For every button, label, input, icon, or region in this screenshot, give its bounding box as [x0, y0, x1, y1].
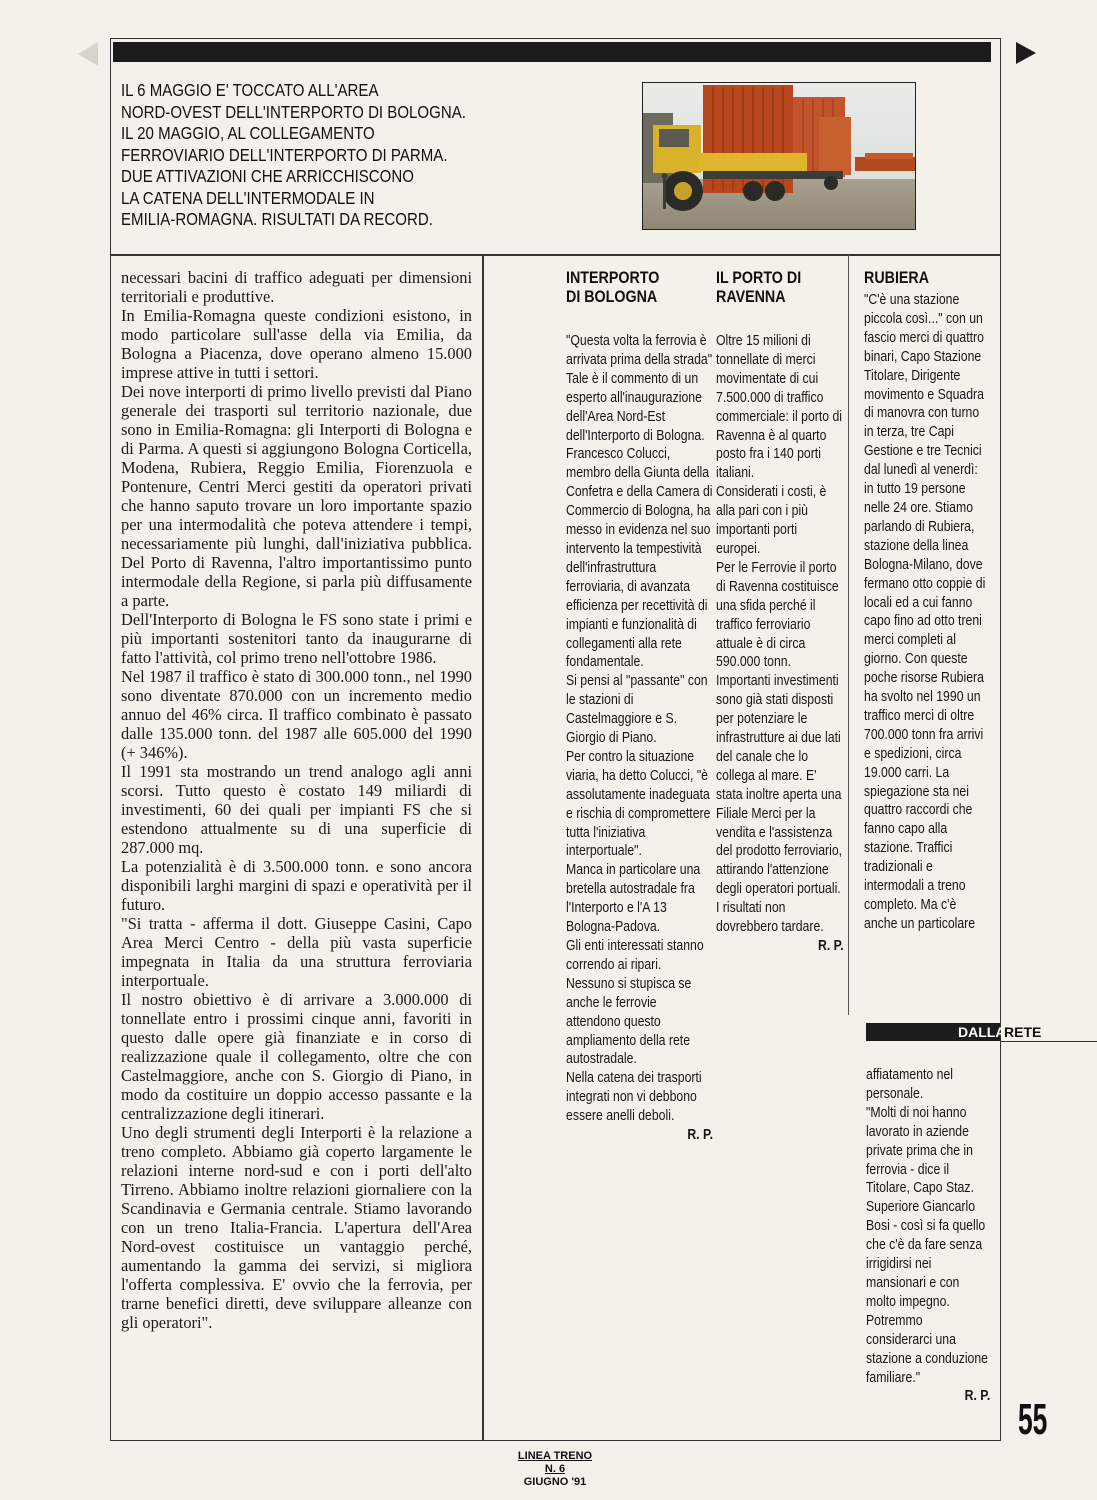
column-divider-main	[482, 255, 484, 1441]
sidebar-paragraph: Gli enti interessati stanno correndo ai ripari.	[566, 938, 704, 973]
main-paragraph: La potenzialità è di 3.500.000 tonn. e sono ancora disponibili larghi margini di spazi e operatività per il futuro.	[121, 857, 472, 914]
main-paragraph: "Si tratta - afferma il dott. Giuseppe Casini, Capo Area Merci Centro - della più vasta superficie impegnata in Italia da una struttura ferroviaria interportuale.	[121, 914, 472, 990]
author-signature: R. P.	[818, 938, 844, 954]
sidebar-title: INTERPORTO DI BOLOGNA	[566, 268, 660, 306]
sidebar-paragraph: Per le Ferrovie il porto di Ravenna costituisce una sfida perché il traffico ferroviario attuale è di circa 590.000 tonn.	[716, 559, 839, 671]
truck-photo-illustration	[643, 83, 916, 230]
main-paragraph: Dell'Interporto di Bologna le FS sono state i primi e più importanti sostenitori tanto da inaugurarne di fatto l'attività, col primo treno nell'ottobre 1986.	[121, 610, 472, 667]
main-paragraph: Uno degli strumenti degli Interporti è la relazione a treno completo. Abbiamo già coperto largamente le relazioni interne nord-sud e con i porti dell'alto Tirreno. Abbiamo inoltre relazioni giornaliere con la Scandinavia e Germania centrale. Stiamo lavorando con un treno Italia-Francia. L'apertura dell'Area Nord-ovest costituisce un vantaggio perché, aumentando la gamma dei servizi, si migliora l'offerta complessiva. E' ovvio che la ferrovia, per trarne benefici diretti, deve sviluppare alleanze con gli operatori".	[121, 1123, 472, 1332]
sidebar-paragraph: Considerati i costi, è alla pari con i più importanti porti europei.	[716, 484, 827, 557]
section-tag-dark: DALLA	[958, 1024, 1006, 1040]
photo-truck-containers	[642, 82, 916, 230]
sidebar-paragraph: Nella catena dei trasporti integrati non vi debbono essere anelli deboli.	[566, 1070, 702, 1125]
main-paragraph: In Emilia-Romagna queste condizioni esistono, in modo particolare sull'asse della via Emilia, da Bologna a Piacenza, dove operano almeno 15.000 imprese attive in tutti i settori.	[121, 306, 472, 382]
main-paragraph: Il 1991 sta mostrando un trend analogo agli anni scorsi. Tutto questo è costato 149 miliardi di investimenti, 60 dei quali per impianti FS che si estendono attualmente su di una superficie di 287.000 mq.	[121, 762, 472, 857]
sidebar-paragraph: "Questa volta la ferrovia è arrivata prima della strada" Tale è il commento di un esperto all'inaugurazione dell'Area Nord-Est dell'Interporto di Bologna.	[566, 333, 713, 444]
sidebar-paragraph: Nessuno si stupisca se anche le ferrovie attendono questo ampliamento della rete autostradale.	[566, 975, 692, 1068]
sidebar-paragraph: Per contro la situazione viaria, ha detto Colucci, "è assolutamente inadeguata e rischia di compromettere tutta l'iniziativa interportuale".	[566, 748, 711, 860]
sidebar-title: RUBIERA	[864, 268, 930, 287]
sidebar-porto-ravenna	[716, 268, 848, 956]
sidebar-paragraph: Importanti investimenti sono già stati disposti per potenziare le infrastrutture ai due lati del canale che lo collega al mare. E' stata inoltre aperta una Filiale Merci per la vendita e l'assistenza del prodotto ferroviario, attirando l'attenzione degli operatori portuali. I risultati non dovrebbero tardare.	[716, 673, 843, 936]
headline: IL 6 MAGGIO E' TOCCATO ALL'AREA NORD-OVEST DELL'INTERPORTO DI BOLOGNA. IL 20 MAGGIO, AL COLLEGAMENTO FERROVIARIO DELL'INTERPORTO DI PARMA. DUE ATTIVAZIONI CHE ARRICCHISCONO LA CATENA DELL'INTERMODALE IN EMILIA-ROMAGNA. RISULTATI DA RECORD.	[121, 80, 466, 229]
section-tag-light: RETE	[1004, 1024, 1042, 1040]
main-article-body	[121, 268, 472, 1332]
author-signature: R. P.	[964, 1388, 991, 1405]
previous-page-arrow-icon	[78, 42, 98, 66]
main-paragraph: Nel 1987 il traffico è stato di 300.000 tonn., nel 1990 sono diventate 870.000 con un incremento medio annuo del 46% circa. Il traffico combinato è passato dalle 135.000 tonn. del 1987 alle 605.000 del 1990 (+ 346%).	[121, 667, 472, 762]
sidebar-paragraph: "C'è una stazione piccola così..." con un fascio merci di quattro binari, Capo Stazione Titolare, Dirigente movimento e Squadra di manovra con turno in terza, tre Capi Gestione e tre Tecnici dal lunedì al venerdì: in tutto 19 persone nelle 24 ore. Stiamo parlando di Rubiera, stazione della linea Bologna-Milano, dove fermano otto coppie di locali ed a cui fanno capo fino ad otto treni merci completi al giorno. Con queste poche risorse Rubiera ha svolto nel 1990 un traffico merci di oltre 700.000 tonn fra arrivi e spedizioni, circa 19.000 carri. La spiegazione sta nei quattro raccordi che fanno capo alla stazione. Traffici tradizionali e intermodali a treno completo. Ma c'è anche un particolare	[864, 292, 986, 932]
footer-issue: N. 6	[544, 1463, 566, 1475]
column-divider-rubiera	[848, 255, 849, 1015]
magazine-footer	[500, 1450, 610, 1489]
author-signature: R. P.	[687, 1127, 713, 1144]
sidebar-paragraph: Si pensi al "passante" con le stazioni di Castelmaggiore e S. Giorgio di Piano.	[566, 673, 708, 747]
sidebar-paragraph: Oltre 15 milioni di tonnellate di merci movimentate di cui 7.500.000 di traffico commerciale: il porto di Ravenna è al quarto posto fra i 140 porti italiani.	[716, 333, 843, 482]
main-paragraph: necessari bacini di traffico adeguati per dimensioni territoriali e produttive.	[121, 268, 472, 306]
sidebar-rubiera-continued	[866, 1066, 996, 1406]
sidebar-paragraph: Manca in particolare una bretella autostradale fra l'Interporto e l'A 13 Bologna-Padova.	[566, 862, 701, 936]
section-tag-rule	[1000, 1041, 1097, 1042]
sidebar-paragraph: Francesco Colucci, membro della Giunta della Confetra e della Camera di Commercio di Bologna, ha messo in evidenza nel suo intervento la tempestività dell'infrastruttura ferroviaria, di avanzata efficienza per recettività di impianti e funzionalità di collegamenti alla rete fondamentale.	[566, 446, 713, 671]
main-paragraph: Il nostro obiettivo è di arrivare a 3.000.000 di tonnellate entro i prossimi cinque anni, favoriti in questo dalle opere già finanziate e in corso di realizzazione quale il collegamento, oltre che con Castelmaggiore, anche con S. Giorgio di Piano, in modo da costituire un doppio accesso passante e la centralizzazione degli itinerari.	[121, 990, 472, 1123]
footer-date: GIUGNO '91	[523, 1476, 587, 1488]
sidebar-paragraph: affiatamento nel personale. "Molti di noi hanno lavorato in aziende private prima che in ferrovia - dice il Titolare, Capo Staz. Superiore Giancarlo Bosi - così si fa quello che c'è da fare senza irrigidirsi nei mansionari e con molto impegno. Potremmo considerarci una stazione a conduzione familiare."	[866, 1067, 988, 1386]
header-divider	[110, 254, 1001, 256]
sidebar-interporto-bologna	[566, 268, 726, 1145]
sidebar-title: IL PORTO DI RAVENNA	[716, 268, 802, 306]
footer-magazine-name: LINEA TRENO	[517, 1450, 593, 1462]
main-paragraph: Dei nove interporti di primo livello previsti dal Piano generale dei trasporti sul territorio nazionale, due sono in Emilia-Romagna: gli Interporti di Bologna e di Parma. A questi si aggiungono Bologna Corticella, Modena, Rubiera, Reggio Emilia, Fiorenzuola e Pontenure, Centri Merci gestiti da operatori privati che hanno saputo trovare un loro importante spazio per una intermodalità che poteva attendere i tempi, necessariamente più lunghi, dall'iniziativa pubblica. Del Porto di Ravenna, l'altro importantissimo punto intermodale della Regione, si parla più diffusamente a parte.	[121, 382, 472, 610]
next-page-arrow-icon	[1016, 42, 1036, 64]
page-number: 55	[1018, 1395, 1048, 1444]
sidebar-rubiera	[864, 268, 994, 934]
